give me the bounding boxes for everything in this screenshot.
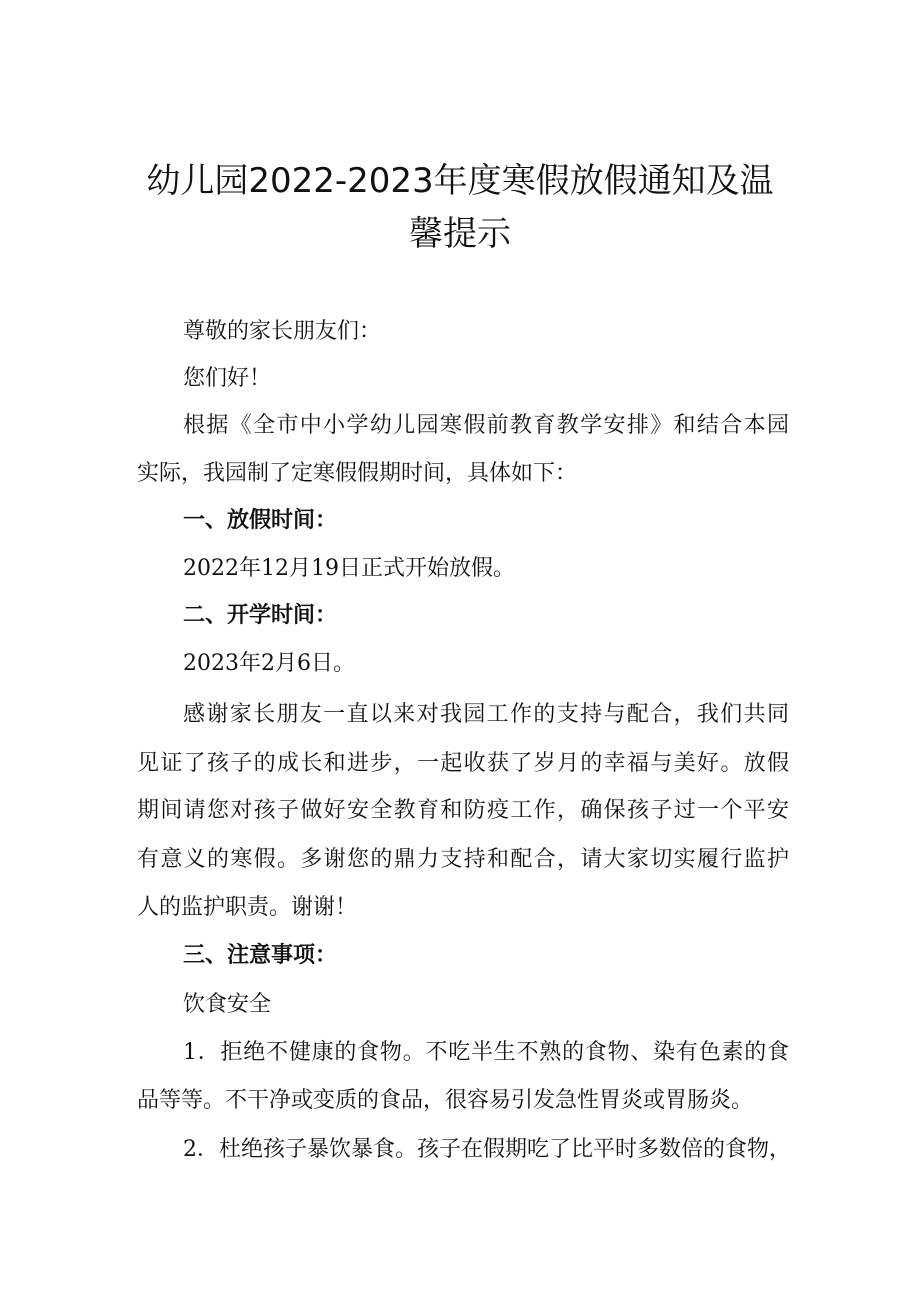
subsection-food-safety: 饮食安全 <box>183 992 272 1017</box>
thanks-paragraph-line-4: 有意义的寒假。多谢您的鼎力支持和配合，请大家切实履行监护 <box>137 847 789 872</box>
intro-paragraph-line-2: 实际，我园制了定寒假假期时间，具体如下： <box>137 461 578 486</box>
note-item-2-line-1: 2．杜绝孩子暴饮暴食。孩子在假期吃了比平时多数倍的食物， <box>183 1137 791 1162</box>
document-title-line-2: 馨提示 <box>409 214 511 254</box>
thanks-paragraph-line-5: 人的监护职责。谢谢！ <box>137 895 358 920</box>
document-title-line-1: 幼儿园2022-2023年度寒假放假通知及温 <box>146 161 774 201</box>
section-heading-school-start: 二、开学时间： <box>183 603 338 628</box>
greeting: 您们好！ <box>183 366 272 391</box>
holiday-start-date: 2022年12月19日正式开始放假。 <box>183 556 515 581</box>
thanks-paragraph-line-3: 期间请您对孩子做好安全教育和防疫工作，确保孩子过一个平安 <box>137 798 789 823</box>
intro-paragraph-line-1: 根据《全市中小学幼儿园寒假前教育教学安排》和结合本园 <box>183 413 789 438</box>
note-item-1-line-2: 品等等。不干净或变质的食品，很容易引发急性胃炎或胃肠炎。 <box>137 1088 754 1113</box>
section-heading-holiday-time: 一、放假时间： <box>183 508 338 533</box>
thanks-paragraph-line-2: 见证了孩子的成长和进步，一起收获了岁月的幸福与美好。放假 <box>137 751 789 776</box>
section-heading-notes: 三、注意事项： <box>183 943 338 968</box>
thanks-paragraph-line-1: 感谢家长朋友一直以来对我园工作的支持与配合，我们共同 <box>183 702 789 727</box>
note-item-1-line-1: 1．拒绝不健康的食物。不吃半生不熟的食物、染有色素的食 <box>183 1040 789 1065</box>
school-start-date: 2023年2月6日。 <box>183 651 355 676</box>
salutation: 尊敬的家长朋友们： <box>183 319 382 344</box>
